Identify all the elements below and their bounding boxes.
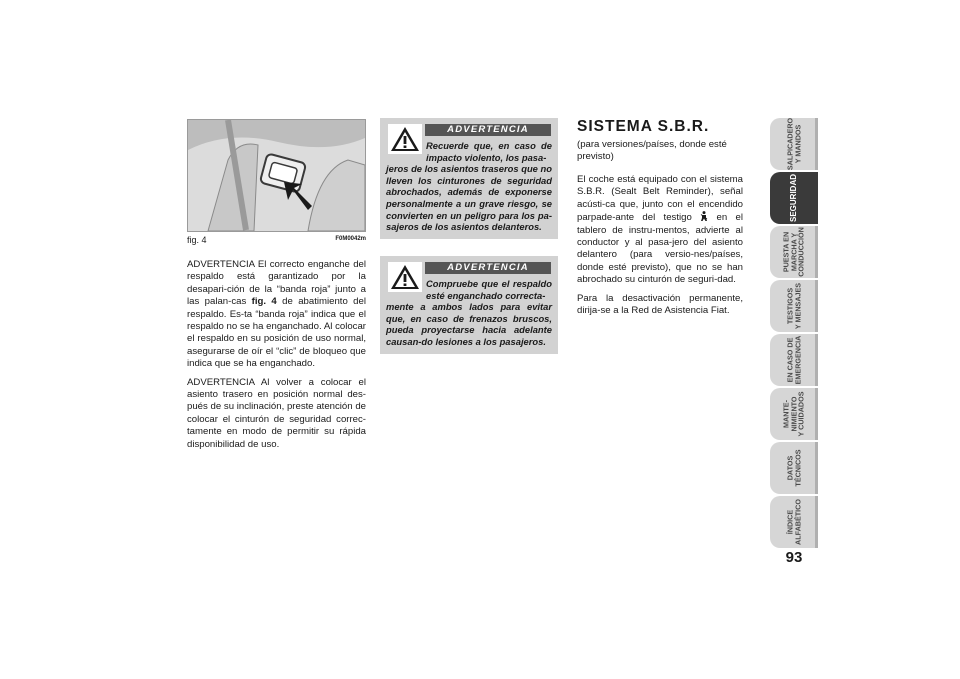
tab-label: PUESTA EN MARCHA Y CONDUCCIÓN [781, 227, 806, 277]
tab-label: SEGURIDAD [789, 173, 799, 223]
paragraph-text: El coche está equipado con el sistema S.B.R. (Sealt Belt Reminder), señal acústi-ca que, junto con el encendido parpade-ante del testigo [577, 174, 743, 224]
tab-indice[interactable] [770, 496, 818, 548]
figure-label: fig. 4 [187, 235, 207, 245]
warning-heading: ADVERTENCIA [425, 124, 551, 136]
warning-box-passengers [380, 118, 558, 239]
paragraph-seatbelt: ADVERTENCIA Al volver a colocar el asiento trasero en posición normal des-pués de su inclinación, preste atención de colocar el cinturón de seguridad correc-tamente en modo de permitir su rápida disponibilidad de uso. [187, 376, 366, 450]
warning-box-backrest [380, 256, 558, 354]
tab-label: DATOS TÉCNICOS [785, 449, 802, 487]
warning-body: jeros de los asientos traseros que no lleven los cinturones de seguridad abrochados, además de exponerse personalmente a un grave riesgo, se convierten en un peligro para los pa-sajeros de los asientos delanteros. [386, 163, 552, 233]
section-title: SISTEMA S.B.R. [577, 118, 710, 135]
figure-code: F0M0042m [335, 236, 366, 242]
paragraph-text: en el tablero de instru-mentos, advierte al conductor y al pasa-jero del asiento delantero (para versio-nes/países, donde esté previsto), que no se han abrochado su cinturón de seguri-dad. [577, 212, 743, 286]
warning-lead: Compruebe que el respaldo esté enganchado correcta- [426, 278, 552, 301]
paragraph-deactivation: Para la desactivación permanente, dirija-se a la Red de Asistencia Fiat. [577, 292, 743, 317]
tab-datos-tecnicos[interactable] [770, 442, 818, 494]
seat-lever-illustration [188, 120, 365, 231]
right-column [577, 174, 743, 323]
warning-text [386, 278, 552, 348]
tab-mantenimiento[interactable] [770, 388, 818, 440]
figure-seat-lever [187, 119, 366, 232]
tab-label: MANTE- NIMIENTO Y CUIDADOS [781, 391, 806, 437]
tab-salpicadero[interactable] [770, 118, 818, 170]
tab-label: SALPICADERO Y MANDOS [785, 117, 802, 171]
tab-seguridad[interactable] [770, 172, 818, 224]
tab-emergencia[interactable] [770, 334, 818, 386]
section-subtitle: (para versiones/países, donde esté previsto) [577, 139, 727, 162]
paragraph-sbr [577, 174, 743, 287]
left-column [187, 259, 366, 457]
seatbelt-warning-icon [700, 211, 708, 221]
tab-label: TESTIGOS Y MENSAJES [785, 282, 802, 330]
tab-puesta-en-marcha[interactable] [770, 226, 818, 278]
paragraph-text: ADVERTENCIA El correcto enganche del respaldo está garantizado por la desapari-ción de la “banda roja” junto a las palan-cas [187, 259, 366, 308]
tab-label: ÍNDICE ALFABÉTICO [785, 499, 802, 545]
warning-text [386, 140, 552, 233]
paragraph-seat-latch [187, 259, 366, 371]
warning-body: mente a ambos lados para evitar que, en caso de frenazos bruscos, pueda proyectarse hacia adelante causan-do lesiones a los pasajeros. [386, 301, 552, 347]
tab-label: EN CASO DE EMERGENCIA [785, 335, 802, 385]
paragraph-text: de abatimiento del respaldo. Es-ta “banda roja” indica que el respaldo no se ha enganchado. Al colocar el respaldo en su posición de uso normal, asegurarse de oír el “clic” de bloqueo que indica que se ha enganchado. [187, 296, 366, 370]
figure-reference: fig. 4 [251, 296, 277, 308]
warning-heading: ADVERTENCIA [425, 262, 551, 274]
warning-lead: Recuerde que, en caso de impacto violento, los pasa- [426, 140, 552, 163]
page-number: 93 [785, 549, 803, 566]
figure-caption [187, 235, 366, 247]
tab-testigos[interactable] [770, 280, 818, 332]
